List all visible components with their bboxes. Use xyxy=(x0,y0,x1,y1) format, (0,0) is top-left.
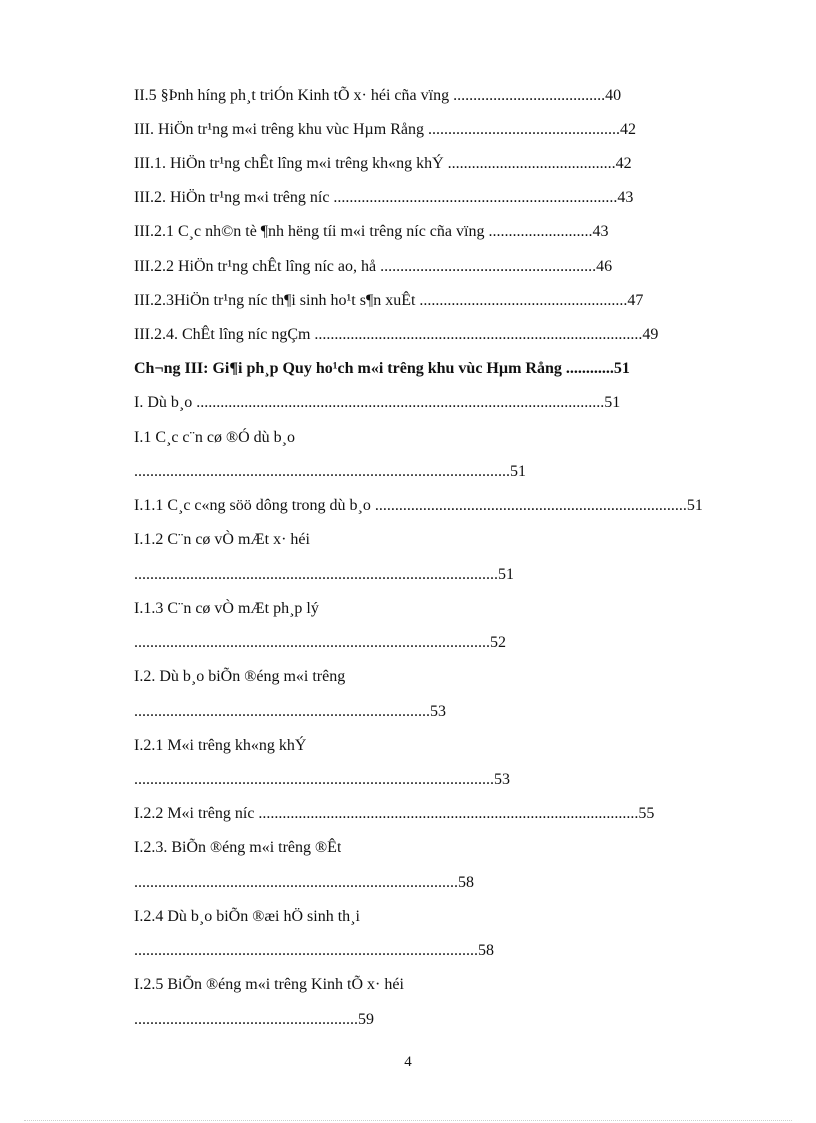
toc-entry: I.1.1 C¸c c«ng söö dông trong dù b¸o ..............................................................................51 xyxy=(134,497,703,514)
toc-entry: I.1.2 C¨n cø vÒ mÆt x· héi xyxy=(134,531,310,548)
toc-entry: III. HiÖn tr¹ng m«i trêng khu vùc Hµm Rång ................................................42 xyxy=(134,121,636,138)
toc-entry: I.2.3. BiÕn ®éng m«i trêng ®Êt xyxy=(134,839,342,856)
toc-leader: ..............................................................................................51 xyxy=(134,463,526,480)
chapter-heading: Ch¬ng III: Gi¶i ph¸p Quy ho¹ch m«i trêng khu vùc Hµm Rång ............51 xyxy=(134,360,630,377)
toc-leader: ...........................................................................................51 xyxy=(134,566,514,583)
toc-entry: II.5 §Þnh híng ph¸t triÓn Kinh tÕ x· héi cña vïng ......................................40 xyxy=(134,87,622,104)
toc-leader: ..........................................................................53 xyxy=(134,703,446,720)
toc-entry: I.1.3 C¨n cø vÒ mÆt ph¸p lý xyxy=(134,600,319,617)
toc-entry: I.1 C¸c c¨n cø ®Ó dù b¸o xyxy=(134,429,295,446)
toc-entry: III.2.1 C¸c nh©n tè ¶nh hëng tíi m«i trêng níc cña vïng ..........................43 xyxy=(134,223,609,240)
toc-entry: I.2.5 BiÕn ®éng m«i trêng Kinh tÕ x· héi xyxy=(134,976,404,993)
toc-leader: .........................................................................................52 xyxy=(134,634,506,651)
toc-entry: III.2.4. ChÊt lîng níc ngÇm ..................................................................................49 xyxy=(134,326,659,343)
toc-entry: I.2. Dù b¸o biÕn ®éng m«i trêng xyxy=(134,668,346,685)
toc-entry: I.2.2 M«i trêng níc ...............................................................................................55 xyxy=(134,805,655,822)
toc-leader: ..........................................................................................53 xyxy=(134,771,510,788)
toc-leader: ........................................................59 xyxy=(134,1011,374,1028)
toc-entry: III.2.3HiÖn tr¹ng níc th¶i sinh ho¹t s¶n xuÊt ....................................................47 xyxy=(134,292,644,309)
toc-entry: I. Dù b¸o ......................................................................................................51 xyxy=(134,394,621,411)
toc-entry: I.2.1 M«i trêng kh«ng khÝ xyxy=(134,737,307,754)
toc-leader: .................................................................................58 xyxy=(134,874,474,891)
page-number: 4 xyxy=(404,1054,412,1070)
toc-entry: III.2. HiÖn tr¹ng m«i trêng níc .......................................................................43 xyxy=(134,189,634,206)
toc-entry: I.2.4 Dù b¸o biÕn ®æi hÖ sinh th¸i xyxy=(134,908,360,925)
page-bottom-divider xyxy=(24,1120,792,1121)
toc-entry: III.1. HiÖn tr¹ng chÊt lîng m«i trêng kh«ng khÝ ..........................................42 xyxy=(134,155,632,172)
toc-entry: III.2.2 HiÖn tr¹ng chÊt lîng níc ao, hå ......................................................46 xyxy=(134,258,613,275)
toc-leader: ......................................................................................58 xyxy=(134,942,494,959)
